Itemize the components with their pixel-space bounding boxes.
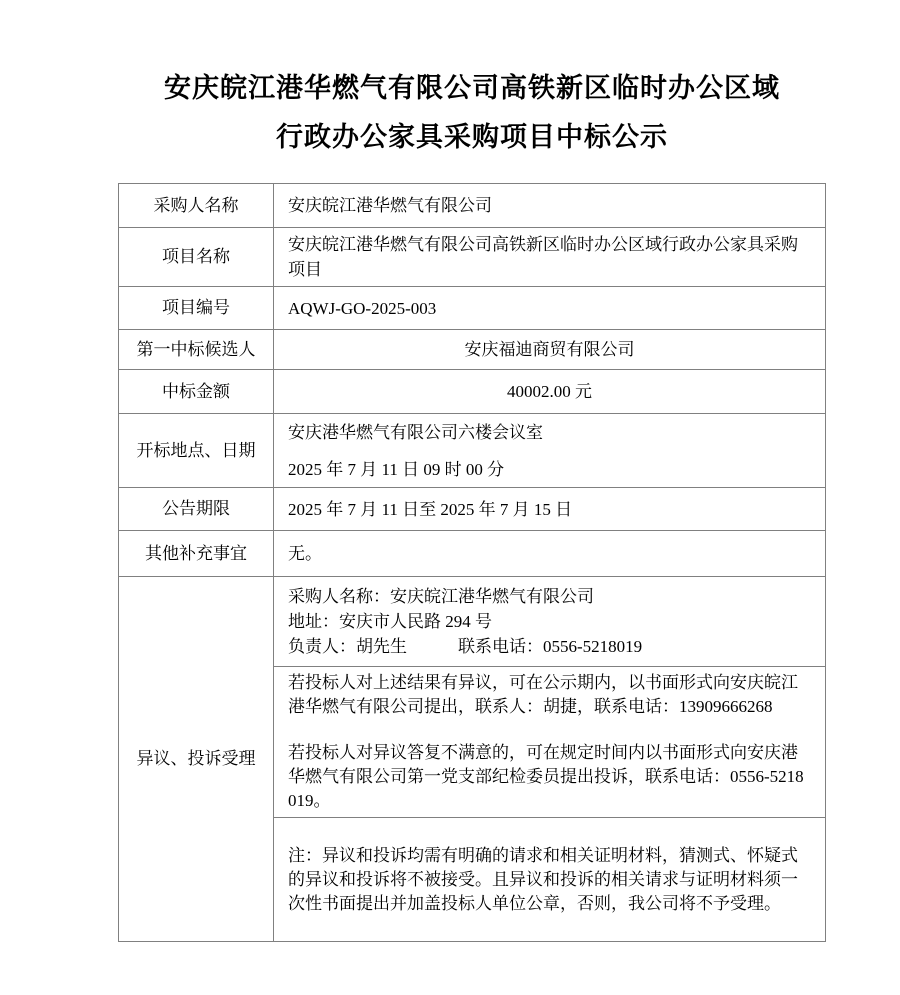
table-row [119,414,826,488]
row-value-project-number: AQWJ-GO-2025-003 [274,287,826,330]
objection-contact-address: 地址：安庆市人民路 294 号 [288,612,492,631]
announcement-table [118,183,826,942]
objection-procedure-cell [274,667,826,818]
document-title-line-1: 安庆皖江港华燃气有限公司高铁新区临时办公区域 [164,73,780,103]
table-row [119,228,826,287]
document-title [118,64,826,162]
row-label-announcement-period: 公告期限 [119,488,274,531]
table-row [119,287,826,330]
row-value-project-name: 安庆皖江港华燃气有限公司高铁新区临时办公区域行政办公家具采购项目 [274,228,826,287]
objection-contact-person-phone: 负责人：胡先生 联系电话：0556-5218019 [288,637,643,656]
row-value-opening-place-date [274,414,826,488]
objection-note-text: 注：异议和投诉均需有明确的请求和相关证明材料，猜测式、怀疑式的异议和投诉将不被接受。且异议和投诉的相关请求与证明材料须一次性书面提出并加盖投标人单位公章，否则，我公司将不予受理。 [288,845,798,913]
table-row [119,488,826,531]
row-value-first-candidate: 安庆福迪商贸有限公司 [274,330,826,370]
row-label-other-matters: 其他补充事宜 [119,531,274,577]
objection-procedure-para-1: 若投标人对上述结果有异议，可在公示期内，以书面形式向安庆皖江港华燃气有限公司提出，联系人：胡捷，联系电话：13909666268 [288,673,798,716]
row-value-bid-amount: 40002.00 元 [274,370,826,414]
row-label-objection-complaint: 异议、投诉受理 [119,577,274,942]
table-row [119,370,826,414]
document-title-line-2: 行政办公家具采购项目中标公示 [276,122,668,152]
table-row [119,184,826,228]
row-label-bid-amount: 中标金额 [119,370,274,414]
row-value-other-matters: 无。 [274,531,826,577]
objection-contact-cell [274,577,826,667]
opening-date-line: 2025 年 7 月 11 日 09 时 00 分 [288,459,505,479]
row-value-announcement-period: 2025 年 7 月 11 日至 2025 年 7 月 15 日 [274,488,826,531]
row-label-project-name: 项目名称 [119,228,274,287]
objection-contact-purchaser: 采购人名称：安庆皖江港华燃气有限公司 [288,587,594,606]
objection-procedure-para-2: 若投标人对异议答复不满意的，可在规定时间内以书面形式向安庆港华燃气有限公司第一党支部纪检委员提出投诉，联系电话：0556-5218019。 [288,743,804,810]
opening-place-line: 安庆港华燃气有限公司六楼会议室 [288,422,543,442]
row-label-first-candidate: 第一中标候选人 [119,330,274,370]
table-row [119,531,826,577]
objection-note-cell [274,818,826,942]
table-row [119,577,826,667]
table-row [119,330,826,370]
row-label-project-number: 项目编号 [119,287,274,330]
row-value-purchaser: 安庆皖江港华燃气有限公司 [274,184,826,228]
row-label-opening-place-date: 开标地点、日期 [119,414,274,488]
row-label-purchaser: 采购人名称 [119,184,274,228]
